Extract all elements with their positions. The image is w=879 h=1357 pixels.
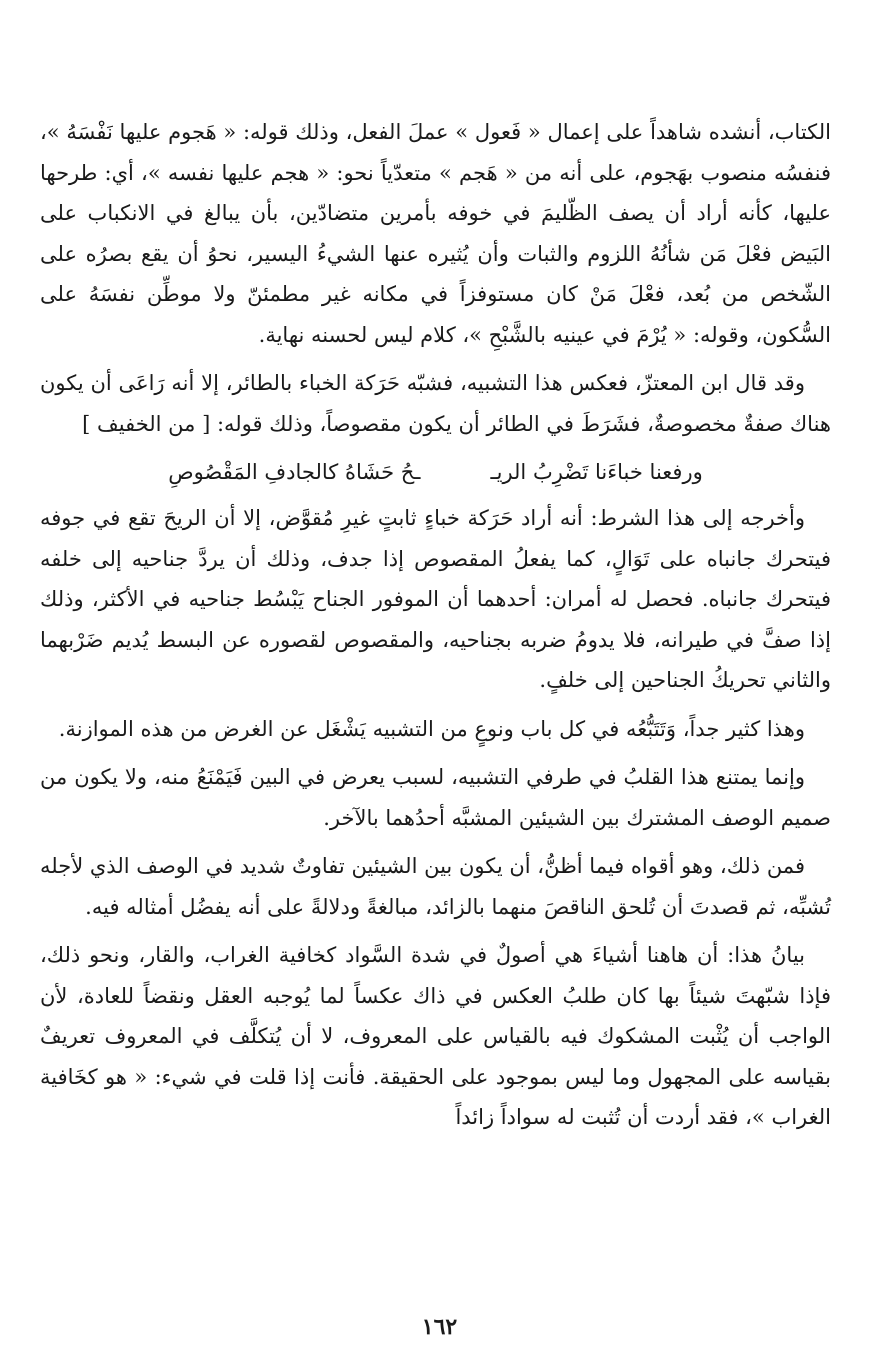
page-number: ١٦٢: [421, 1314, 458, 1340]
poetry-verse: [40, 452, 831, 492]
verse-second-hemistich: ـحُ حَشَاهُ كالجادفِ المَقْصُوصِ: [168, 460, 421, 484]
verse-first-hemistich: ورفعنا خباءَنا تَضْرِبُ الريـ: [490, 460, 703, 484]
paragraph-3: وأخرجه إلى هذا الشرط: أنه أراد حَرَكة خباءٍ ثابتٍ غيرِ مُقوَّض، إلا أن الريحَ تقع في جوفه فيتحرك جانباه على تَوَالٍ، كما يفعلُ المقصوص إذا جدف، وذلك أن يردَّ جناحيه إلى خلفه فيتحرك جانباه. فحصل له أمران: أحدهما أن الموفور الجناح يَبْسُط جناحيه في الأكثر، وذلك إذا صفَّ في طيرانه، فلا يدومُ ضربه بجناحيه، والمقصوص لقصوره عن البسط يُديم ضَرْبهما والثاني تحريكُ الجناحين إلى خلفٍ.: [40, 506, 831, 692]
paragraph-6: فمن ذلك، وهو أقواه فيما أظنُّ، أن يكون بين الشيئين تفاوتٌ شديد في الوصف الذي لأجله تُشبِّه، ثم قصدتَ أن تُلحق الناقصَ منهما بالزائد، مبالغةً ودلالةً على أنه يفضُل أمثاله فيه.: [40, 854, 831, 919]
paragraph-4: وهذا كثير جداً، وَتَتَبُّعُه في كل باب ونوعٍ من التشبيه يَشْغَل عن الغرض من هذه الموازنة.: [58, 716, 805, 741]
paragraph-2: وقد قال ابن المعتزّ، فعكس هذا التشبيه، فشبّه حَرَكة الخباء بالطائر، إلا أنه رَاعَى أن يكون هناك صفةٌ مخصوصةٌ، فشَرَطَ في الطائر أن يكون مقصوصاً، وذلك قوله: [ من الخفيف ]: [40, 371, 831, 436]
paragraph-7: بيانُ هذا: أن هاهنا أشياءَ هي أصولٌ في شدة السَّواد كخافية الغراب، والقار، ونحو ذلك، فإذا شبّهتَ شيئاً بها كان طلبُ العكس في ذاك عكساً لما يُوجبه العقل ونقضاً للعادة، لأن الواجب أن يُثْبت المشكوك فيه بالقياس على المعروف، لا أن يُتكلَّف في المعروف تعريفٌ بقياسه على المجهول وما ليس بموجود على الحقيقة. فأنت إذا قلت في شيء: « هو كخَافية الغراب »، فقد أردت أن تُثبت له سواداً زائداً: [40, 943, 831, 1129]
paragraph-1: الكتاب، أنشده شاهداً على إعمال « فَعول » عملَ الفعل، وذلك قوله: « هَجوم عليها نَفْسَهُ »، فنفسُه منصوب بهَجوم، على أنه من « هَجم » متعدّياً نحو: « هجم عليها نفسه »، أي: طرحها عليها، كأنه أراد أن يصف الظّليمَ في خوفه بأمرين متضادّين، بأن يبالغ في الانكباب على البَيض فعْلَ مَن شأنُهُ اللزوم والثبات وأن يُثيره عنها الشيءُ اليسير، نحوُ أن يقع بصرُه على الشّخص من بُعد، فعْلَ مَنْ كان مستوفزاً في مكانه غير مطمئنّ ولا موطِّن نفسَهُ على السُّكون، وقوله: « يُرْمَ في عينيه بالشَّبْحِ »، كلام ليس لحسنه نهاية.: [40, 120, 831, 347]
paragraph-5: وإنما يمتنع هذا القلبُ في طرفي التشبيه، لسبب يعرض في البين فَيَمْنَعُ منه، ولا يكون من صميم الوصف المشترك بين الشيئين المشبَّه أحدُهما بالآخر.: [40, 765, 831, 830]
